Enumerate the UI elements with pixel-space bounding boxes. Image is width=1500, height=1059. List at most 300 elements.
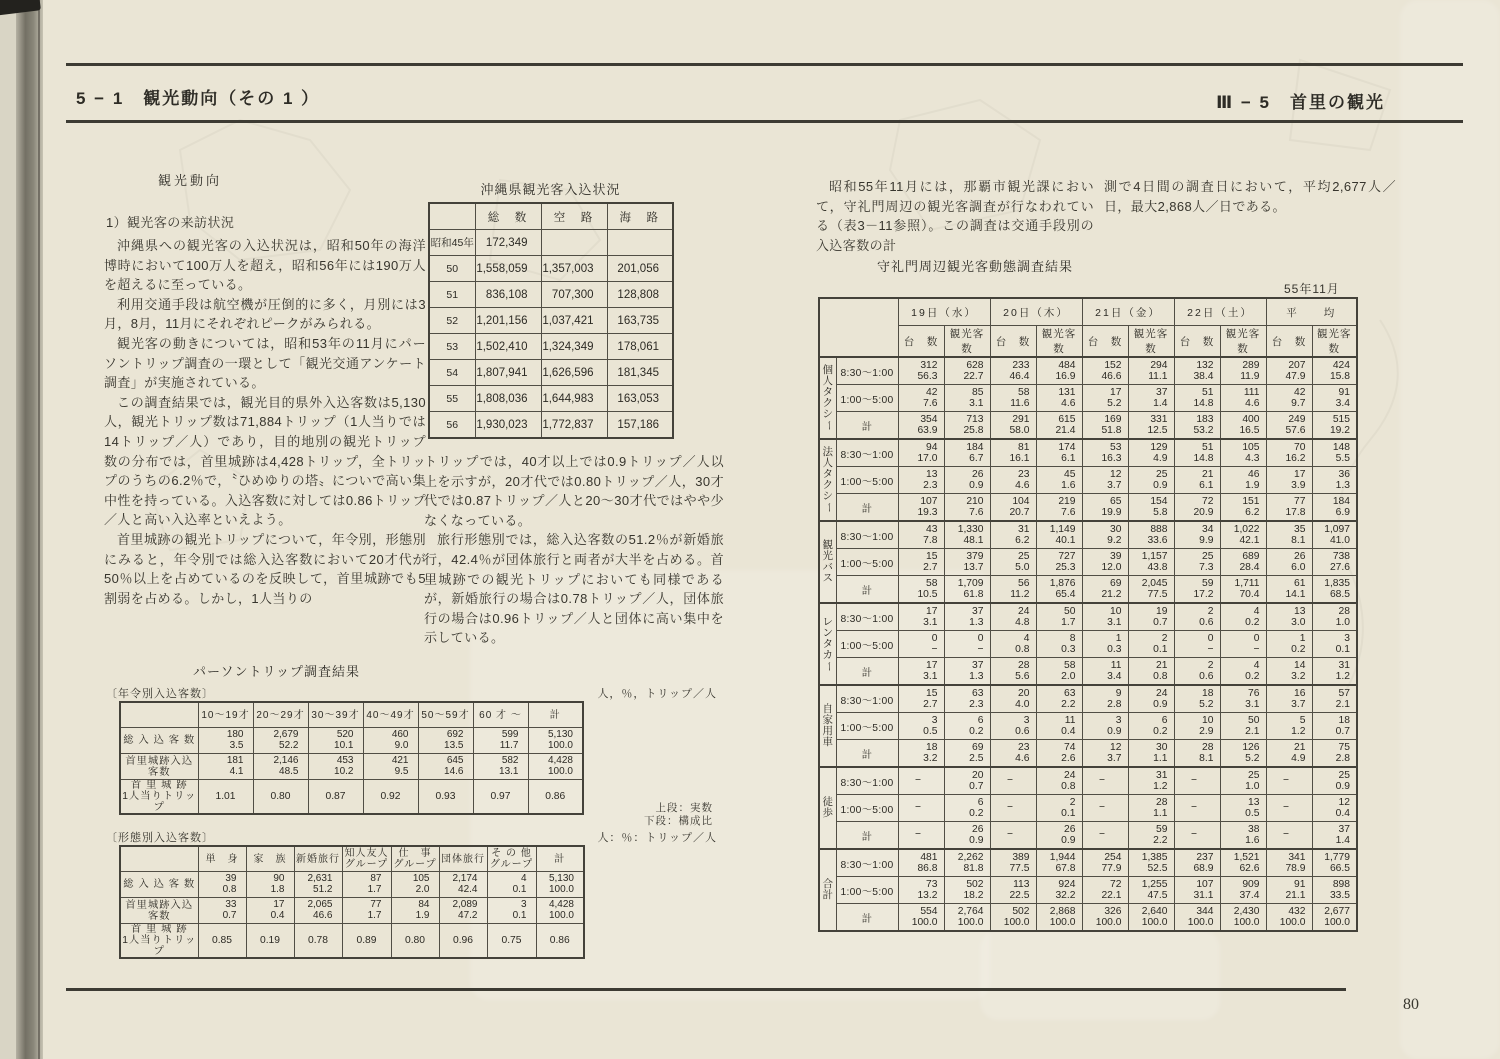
value-cell: 0.92 (363, 780, 418, 815)
survey-value-cell (1266, 740, 1312, 768)
percent-line: 3.1 (1107, 617, 1122, 628)
survey-value-cell (1266, 494, 1312, 522)
survey-value-cell (1128, 467, 1174, 494)
survey-value-cell (1036, 658, 1082, 686)
count-line: 25 (1156, 468, 1168, 480)
count-line: 1,711 (1234, 577, 1260, 589)
survey-value-cell (990, 631, 1036, 658)
survey-value-cell (1312, 740, 1357, 768)
count-line: 237 (1196, 851, 1214, 863)
count-line: 2,262 (957, 851, 984, 863)
percent-line: 5.2 (1107, 398, 1122, 409)
count-line: 51 (1202, 441, 1214, 453)
value-cell (439, 872, 487, 898)
count-line: 85 (972, 386, 984, 398)
percent-line: 0.8 (1153, 671, 1168, 682)
count-line: 21 (1156, 659, 1168, 671)
percent-line: 86.8 (917, 863, 938, 874)
percent-line: 13.5 (444, 739, 464, 751)
count-line: 3 (520, 898, 527, 910)
column-header (473, 702, 528, 728)
survey-value-cell (1082, 822, 1128, 850)
percent-line: 0.5 (923, 726, 938, 737)
count-line: 628 (966, 359, 984, 371)
survey-value-cell (898, 631, 944, 658)
value-cell (473, 728, 528, 754)
survey-value-cell (898, 740, 944, 768)
header-line: グループ (489, 859, 534, 870)
survey-value-cell (1220, 904, 1266, 932)
percent-line: 3.1 (1245, 699, 1260, 710)
table-row (429, 412, 673, 439)
count-line: 502 (966, 878, 984, 890)
count-line: 645 (446, 754, 464, 766)
column-header (439, 846, 487, 872)
survey-value-cell (1082, 412, 1128, 440)
survey-value-cell (990, 849, 1036, 877)
table-row (120, 728, 583, 754)
value-cell: 1,807,941 (475, 360, 541, 386)
survey-value-cell (898, 713, 944, 740)
percent-line: 0.1 (512, 909, 527, 921)
survey-value-cell (990, 767, 1036, 795)
count-line: 91 (1338, 386, 1350, 398)
label-char: 光 (822, 550, 833, 562)
percent-line: 1.4 (1153, 398, 1168, 409)
survey-value-cell (1220, 467, 1266, 494)
header-line: 50～59才 (421, 709, 470, 721)
value-cell (363, 754, 418, 780)
survey-value-cell (1128, 357, 1174, 385)
percent-line: 52.5 (1147, 863, 1168, 874)
percent-line: 33.6 (1147, 535, 1168, 546)
survey-value-cell (990, 467, 1036, 494)
percent-line: 0.1 (1061, 808, 1076, 819)
count-line: 28 (1018, 659, 1030, 671)
percent-line: 4.3 (1245, 453, 1260, 464)
percent-line: 8.1 (1291, 535, 1306, 546)
value-cell: 1,930,023 (475, 412, 541, 439)
count-line: 2 (1069, 796, 1076, 808)
survey-value-cell (1036, 521, 1082, 549)
value-cell: 178,061 (607, 334, 673, 360)
percent-line: 100.0 (547, 765, 573, 777)
survey-value-cell (1082, 494, 1128, 522)
day-header: 21日（金） (1082, 298, 1174, 326)
survey-value-cell (1220, 795, 1266, 822)
survey-value-cell (1036, 357, 1082, 385)
year-cell: 51 (429, 282, 475, 308)
survey-value-cell (898, 685, 944, 713)
count-line: 28 (1202, 741, 1214, 753)
value-cell (528, 754, 583, 780)
survey-data-row (819, 467, 1357, 494)
count-line: 689 (1242, 550, 1260, 562)
percent-line: 9.7 (1291, 398, 1306, 409)
value-cell: 0.97 (473, 780, 528, 815)
percent-line: 11.2 (1010, 589, 1030, 600)
page-number: 80 (1403, 996, 1419, 1013)
count-line: 233 (1012, 359, 1030, 371)
percent-line: 1.4 (1335, 835, 1350, 846)
count-line: 1,157 (1141, 550, 1168, 562)
percent-line: 52.2 (279, 739, 299, 751)
percent-line: 7.6 (1061, 507, 1076, 518)
header-line: 新婚旅行 (296, 853, 340, 865)
percent-line: 63.9 (917, 425, 938, 436)
count-line: 57 (1338, 687, 1350, 699)
survey-value-cell (1220, 849, 1266, 877)
count-line: 26 (1064, 823, 1076, 835)
survey-value-cell (944, 603, 990, 631)
percent-line: 0.6 (1199, 671, 1214, 682)
percent-line: 0.3 (1107, 644, 1122, 655)
survey-value-cell (898, 658, 944, 686)
survey-data-row (819, 439, 1357, 467)
survey-value-cell (1128, 412, 1174, 440)
value-cell: 0.93 (418, 780, 473, 815)
survey-value-cell (898, 904, 944, 932)
percent-line: 0.4 (1061, 726, 1076, 737)
survey-date-note: 55年11月 (1284, 282, 1340, 296)
percent-line: 1.3 (969, 617, 984, 628)
survey-value-cell (1128, 877, 1174, 904)
column-header (536, 846, 584, 872)
survey-value-cell (1082, 713, 1128, 740)
count-line: 3 (931, 714, 938, 726)
survey-value-cell (898, 822, 944, 850)
survey-value-cell (1174, 904, 1220, 932)
percent-line: 5.6 (1015, 671, 1030, 682)
table-row (120, 924, 584, 959)
survey-value-cell (1128, 439, 1174, 467)
survey-value-cell (990, 521, 1036, 549)
count-line: 16 (1294, 687, 1306, 699)
survey-value-cell (990, 877, 1036, 904)
header-line: 10～19才 (201, 709, 250, 721)
percent-line: 20.7 (1009, 507, 1030, 518)
header-line: 知人友人 (344, 848, 389, 859)
survey-value-cell (1312, 412, 1357, 440)
percent-line: 0.9 (1107, 726, 1122, 737)
percent-line: 13.7 (963, 562, 984, 573)
count-line: 2,631 (307, 872, 333, 884)
survey-value-cell (1036, 549, 1082, 576)
time-slot-cell: 8:30～1:00 (836, 439, 898, 467)
percent-line: 21.1 (1285, 890, 1306, 901)
survey-value-cell (1082, 795, 1128, 822)
scan-light-patch (1400, 0, 1500, 1059)
count-line: 25 (1202, 550, 1214, 562)
value-cell: 201,056 (607, 256, 673, 282)
label-char: 歩 (822, 807, 833, 819)
value-cell (246, 898, 294, 924)
percent-line: 0.7 (1153, 617, 1168, 628)
year-cell: 昭和45年 (429, 230, 475, 256)
count-line: 38 (1248, 823, 1260, 835)
count-line: 2 (1161, 632, 1168, 644)
time-slot-cell: 1:00～5:00 (836, 713, 898, 740)
count-line: 5 (1299, 714, 1306, 726)
count-line: 183 (1196, 413, 1214, 425)
count-line: 43 (926, 523, 938, 535)
label-char: ク (822, 479, 833, 491)
count-line: 6 (977, 796, 984, 808)
percent-line: 3.2 (1291, 671, 1306, 682)
label-line: 総 入 込 客 数 (123, 735, 196, 746)
survey-value-cell (1220, 658, 1266, 686)
count-line: 42 (926, 386, 938, 398)
survey-value-cell (1036, 713, 1082, 740)
percent-line: 3.7 (1291, 699, 1306, 710)
survey-value-cell (1312, 521, 1357, 549)
count-line: 294 (1150, 359, 1168, 371)
visitor-count-header: 観光客数 (1036, 326, 1082, 358)
time-slot-cell: 計 (836, 822, 898, 850)
column-header (528, 702, 583, 728)
survey-value-cell (898, 521, 944, 549)
value-cell (198, 872, 246, 898)
survey-value-cell (944, 849, 990, 877)
percent-line: 1.6 (1245, 835, 1260, 846)
survey-value-cell (944, 795, 990, 822)
count-line: 25 (1018, 550, 1030, 562)
label-char: シ (822, 490, 833, 502)
count-line: 58 (1018, 386, 1030, 398)
survey-value-cell (1128, 904, 1174, 932)
survey-value-cell (1312, 658, 1357, 686)
survey-value-cell (898, 467, 944, 494)
count-line: 18 (1338, 714, 1350, 726)
survey-value-cell (1312, 904, 1357, 932)
value-cell: 1,037,421 (541, 308, 607, 334)
count-line: 249 (1288, 413, 1306, 425)
survey-value-cell (990, 357, 1036, 385)
percent-line: 0.2 (1291, 644, 1306, 655)
value-cell (198, 728, 253, 754)
survey-value-cell (1128, 658, 1174, 686)
survey-value-cell (1266, 795, 1312, 822)
survey-value-cell (1036, 822, 1082, 850)
label-char: 法 (822, 446, 833, 458)
survey-value-cell (1220, 740, 1266, 768)
label-char: ク (822, 397, 833, 409)
value-cell: 1,502,410 (475, 334, 541, 360)
time-slot-cell: 計 (836, 576, 898, 604)
percent-line: 12.0 (1101, 562, 1122, 573)
time-slot-cell: 8:30～1:00 (836, 521, 898, 549)
value-cell (308, 728, 363, 754)
percent-line: 31.1 (1193, 890, 1214, 901)
count-line: 25 (1248, 769, 1260, 781)
value-line: − (914, 829, 921, 841)
count-line: 400 (1242, 413, 1260, 425)
year-cell: 56 (429, 412, 475, 439)
survey-value-cell (1036, 439, 1082, 467)
transport-group-label (819, 439, 836, 521)
survey-value-cell (1266, 877, 1312, 904)
survey-value-cell (898, 877, 944, 904)
count-line: 35 (1294, 523, 1306, 535)
left-heading: 観光動向 (158, 173, 223, 188)
count-line: 31 (1338, 659, 1350, 671)
percent-line: 67.8 (1055, 863, 1076, 874)
count-line: 2,174 (452, 872, 478, 884)
age-table (119, 701, 584, 815)
count-line: 20 (972, 769, 984, 781)
survey-value-cell (898, 412, 944, 440)
vehicle-count-header: 台 数 (1082, 326, 1128, 358)
count-line: 28 (1156, 796, 1168, 808)
count-line: 0 (1253, 632, 1260, 644)
count-line: 582 (501, 754, 519, 766)
vehicle-count-header: 台 数 (1174, 326, 1220, 358)
survey-value-cell (1082, 631, 1128, 658)
table-row (429, 334, 673, 360)
survey-value-cell (990, 385, 1036, 412)
value-line: − (1190, 775, 1197, 787)
value-cell: 1,772,837 (541, 412, 607, 439)
visitor-count-header: 観光客数 (944, 326, 990, 358)
survey-value-cell (1174, 549, 1220, 576)
paragraph: この調査結果では，観光目的県外入込客数は5,130人，観光トリップ数は71,884トリップ（1人当りでは14トリップ／人）であり，目的地別の観光トリップ数の分布では，首里城跡は4,428トリップ，全トリップのうちの6.2％で，〝ひめゆりの塔〟についで高い集中性を持っている。入込客数に対しては0.86トリップ／人と高い入込率といえよう。 (104, 394, 426, 528)
count-line: 24 (1064, 769, 1076, 781)
paragraph: 昭和55年11月には，那覇市観光課において，守礼門周辺の観光客調査が行なわれている（表3－11参照）。この調査は交通手段別の入込客数の計 (816, 179, 1094, 253)
survey-value-cell (1128, 685, 1174, 713)
survey-value-cell (1266, 576, 1312, 604)
survey-value-cell (1266, 849, 1312, 877)
percent-line: 0.7 (222, 909, 237, 921)
footer-rule (66, 988, 1346, 991)
count-line: 1,876 (1049, 577, 1076, 589)
survey-value-cell (1266, 631, 1312, 658)
percent-line: 4.9 (1153, 453, 1168, 464)
count-line: 30 (1156, 741, 1168, 753)
percent-line: 10.1 (334, 739, 354, 751)
vertical-label (820, 540, 836, 584)
percent-line: 0.9 (1153, 480, 1168, 491)
percent-line: 38.4 (1193, 371, 1214, 382)
survey-value-cell (1312, 439, 1357, 467)
percent-line: 0.9 (969, 480, 984, 491)
percent-line: 3.1 (969, 398, 984, 409)
percent-line: 2.1 (1335, 699, 1350, 710)
percent-line: 6.0 (1291, 562, 1306, 573)
count-line: 0 (977, 632, 984, 644)
count-line: 520 (336, 728, 354, 740)
count-line: 53 (1110, 441, 1122, 453)
percent-line: 6.2 (1245, 507, 1260, 518)
left-subheading: 1）観光客の来訪状況 (106, 215, 235, 230)
survey-value-cell (1220, 822, 1266, 850)
count-line: 554 (920, 905, 938, 917)
percent-line: 47.5 (1147, 890, 1168, 901)
value-cell (391, 898, 439, 924)
percent-line: 22.1 (1101, 890, 1122, 901)
count-line: 17 (1294, 468, 1306, 480)
survey-value-cell (1220, 877, 1266, 904)
percent-line: 14.1 (1285, 589, 1306, 600)
count-line: 210 (966, 495, 984, 507)
survey-value-cell (1312, 685, 1357, 713)
row-label (120, 898, 198, 924)
survey-value-cell (1128, 549, 1174, 576)
count-line: 389 (1012, 851, 1030, 863)
value-cell: 0.80 (391, 924, 439, 959)
count-line: 105 (412, 872, 430, 884)
survey-value-cell (1128, 603, 1174, 631)
percent-line: 4.6 (1015, 480, 1030, 491)
header-line: グループ (344, 859, 389, 870)
day-header: 平 均 (1266, 298, 1357, 326)
percent-line: 47.9 (1285, 371, 1306, 382)
count-line: 354 (920, 413, 938, 425)
survey-value-cell (990, 494, 1036, 522)
count-line: 1,521 (1233, 851, 1260, 863)
value-cell (363, 728, 418, 754)
survey-value-cell (1174, 740, 1220, 768)
percent-line: 0.4 (270, 909, 285, 921)
count-line: 15 (926, 550, 938, 562)
percent-line: 0.9 (1061, 835, 1076, 846)
count-line: 13 (1248, 796, 1260, 808)
percent-line: 5.2 (1245, 753, 1260, 764)
count-line: 84 (418, 898, 430, 910)
count-line: 25 (1338, 769, 1350, 781)
survey-data-row (819, 603, 1357, 631)
percent-line: 11.7 (499, 739, 519, 751)
count-line: 17 (273, 898, 285, 910)
survey-value-cell (898, 603, 944, 631)
label-char: 計 (822, 889, 833, 901)
value-line: − (1282, 775, 1289, 787)
survey-value-cell (1082, 767, 1128, 795)
percent-line: 2.2 (1153, 835, 1168, 846)
survey-value-cell (1036, 412, 1082, 440)
value-cell: 0.80 (253, 780, 308, 815)
column-header (294, 846, 342, 872)
survey-data-row (819, 412, 1357, 440)
survey-header-row-days (819, 298, 1357, 326)
count-line: 18 (926, 741, 938, 753)
arrivals-table (428, 202, 674, 439)
count-line: 421 (391, 754, 409, 766)
count-line: 152 (1104, 359, 1122, 371)
count-line: 129 (1150, 441, 1168, 453)
survey-data-row (819, 521, 1357, 549)
percent-line: 1.2 (1335, 671, 1350, 682)
survey-value-cell (1036, 767, 1082, 795)
count-line: 18 (1202, 687, 1214, 699)
count-line: 341 (1288, 851, 1306, 863)
paragraph: 測で4日間の調査日において，平均2,677人／日，最大2,868人／日である。 (1104, 179, 1396, 214)
count-line: 1,149 (1049, 523, 1076, 535)
percent-line: 1.3 (969, 671, 984, 682)
count-line: 460 (391, 728, 409, 740)
survey-value-cell (1128, 767, 1174, 795)
percent-line: 0.1 (512, 883, 527, 895)
header-line: 団体旅行 (441, 853, 485, 865)
survey-value-cell (1036, 494, 1082, 522)
count-line: 1,022 (1233, 523, 1260, 535)
survey-value-cell (944, 740, 990, 768)
count-line: 56 (1018, 577, 1030, 589)
percent-line: 7.6 (923, 398, 938, 409)
survey-value-cell (1174, 385, 1220, 412)
table-row (120, 780, 583, 815)
value-cell (541, 230, 607, 256)
value-cell: 1,644,983 (541, 386, 607, 412)
